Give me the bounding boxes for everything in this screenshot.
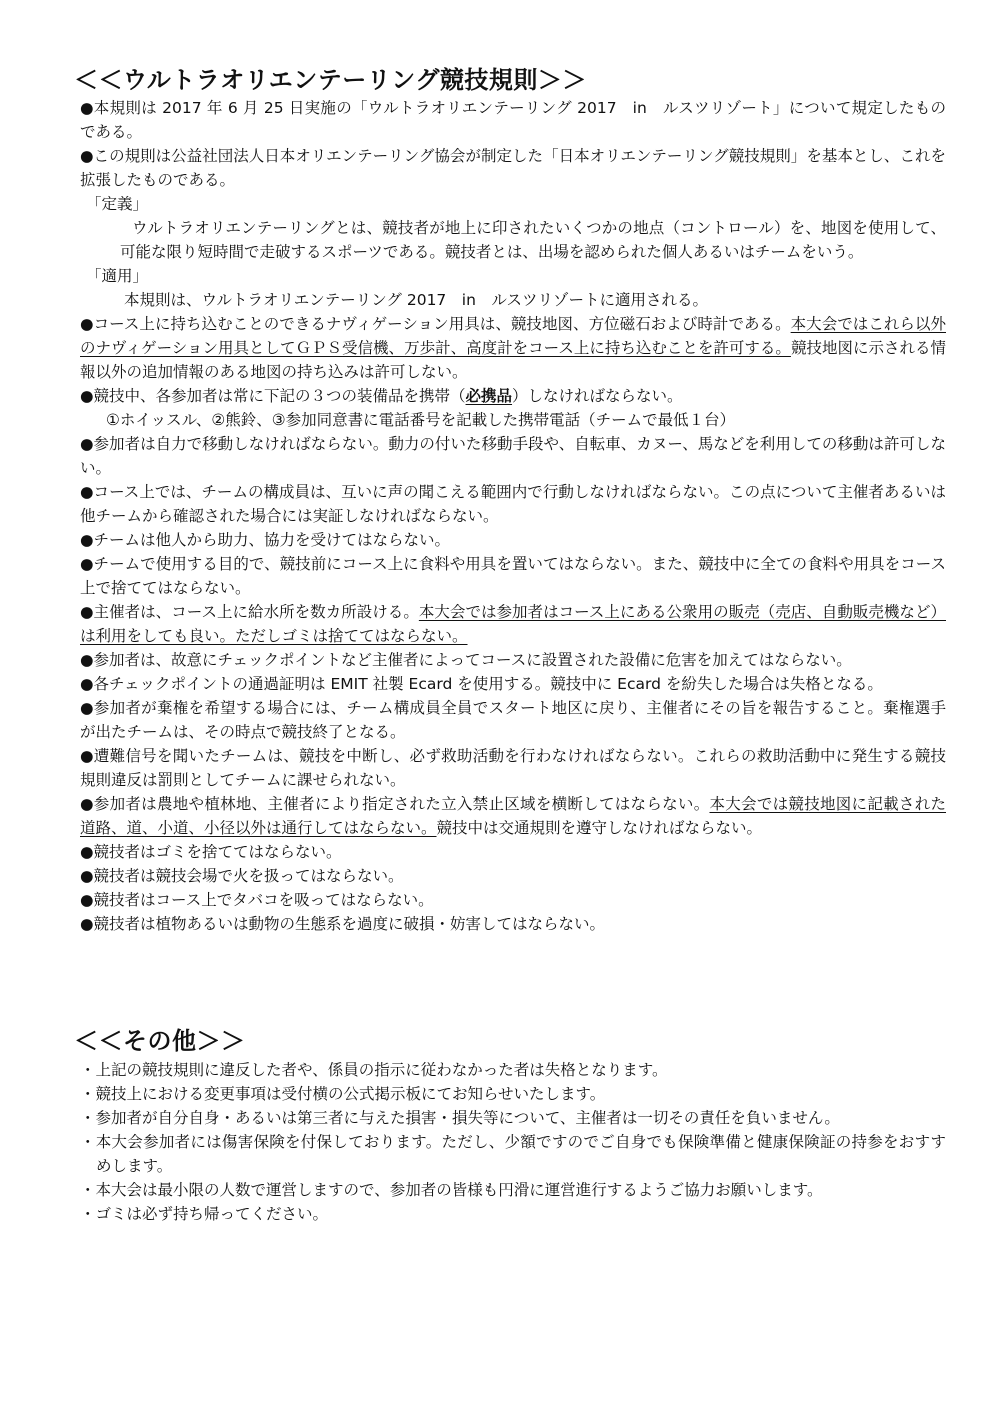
scope-label: 「適用」 xyxy=(86,267,149,285)
rule-15: ●競技者はゴミを捨ててはならない。 xyxy=(80,843,342,861)
other-item: ・上記の競技規則に違反した者や、係員の指示に従わなかった者は失格となります。 xyxy=(80,1061,668,1079)
rule-navigation-tools xyxy=(80,312,946,384)
rule-restricted-text-b: 競技中は交通規則を遵守しなければならない。 xyxy=(436,819,763,837)
rule-1: ●本規則は 2017 年 6 月 25 日実施の「ウルトラオリエンテーリング 2017 in ルスツリゾート」について規定したものである。 xyxy=(80,99,946,141)
other-item: ・本大会参加者には傷害保険を付保しております。ただし、少額ですのでご自身でも保険準備と健康保険証の持参をおすすめします。 xyxy=(80,1133,946,1175)
rule-7: ●チームは他人から助力、協力を受けてはならない。 xyxy=(80,531,451,549)
rule-13: ●遭難信号を聞いたチームは、競技を中断し、必ず救助活動を行わなければならない。これらの救助活動中に発生する競技規則違反は罰則としてチームに課せられない。 xyxy=(80,747,946,789)
other-item: ・本大会は最小限の人数で運営しますので、参加者の皆様も円滑に運営進行するようご協力お願いします。 xyxy=(80,1181,823,1199)
rule-10: ●参加者は、故意にチェックポイントなど主催者によってコースに設置された設備に危害を加えてはならない。 xyxy=(80,651,852,669)
definition-label: 「定義」 xyxy=(86,195,149,213)
rule-11: ●各チェックポイントの通過証明は EMIT 社製 Ecard を使用する。競技中に Ecard を紛失した場合は失格となる。 xyxy=(80,675,883,693)
other-item: ・競技上における変更事項は受付横の公式掲示板にてお知らせいたします。 xyxy=(80,1085,606,1103)
rule-required-equipment xyxy=(80,384,946,408)
required-items-list: ①ホイッスル、②熊鈴、③参加同意書に電話番号を記載した携帯電話（チームで最低１台） xyxy=(106,411,736,429)
rules-section xyxy=(80,96,946,936)
rules-heading: ＜＜ウルトラオリエンテーリング競技規則＞＞ xyxy=(74,66,587,94)
rule-18: ●競技者は植物あるいは動物の生態系を過度に破損・妨害してはならない。 xyxy=(80,915,606,933)
required-items-emphasis: 必携品 xyxy=(465,387,513,405)
rule-navigation-underlined: 本大会ではこれら以外のナヴィゲーション用具としてＧＰＳ受信機、万歩計、高度計をコース上に持ち込むことを許可する。 xyxy=(80,315,946,357)
rule-equipment-text-b: ）しなければならない。 xyxy=(512,387,683,405)
definition-text: ウルトラオリエンテーリングとは、競技者が地上に印されたいくつかの地点（コントロール）を、地図を使用して、可能な限り短時間で走破するスポーツである。競技者とは、出場を認められた個人あるいはチームをいう。 xyxy=(120,219,946,261)
rule-water-text: ●主催者は、コース上に給水所を数カ所設ける。 xyxy=(80,603,419,621)
rule-water-underlined: 本大会では参加者はコース上にある公衆用の販売（売店、自動販売機など）は利用をしても良い。ただしゴミは捨ててはならない。 xyxy=(80,603,946,645)
rule-12: ●参加者が棄権を希望する場合には、チーム構成員全員でスタート地区に戻り、主催者にその旨を報告すること。棄権選手が出たチームは、その時点で競技終了となる。 xyxy=(80,699,946,741)
other-item: ・参加者が自分自身・あるいは第三者に与えた損害・損失等について、主催者は一切その責任を負いません。 xyxy=(80,1109,840,1127)
rule-6: ●コース上では、チームの構成員は、互いに声の聞こえる範囲内で行動しなければならない。この点について主催者あるいは他チームから確認された場合には実証しなければならない。 xyxy=(80,483,946,525)
rule-16: ●競技者は競技会場で火を扱ってはならない。 xyxy=(80,867,404,885)
rule-5: ●参加者は自力で移動しなければならない。動力の付いた移動手段や、自転車、カヌー、馬などを利用しての移動は許可しない。 xyxy=(80,435,946,477)
scope-text: 本規則は、ウルトラオリエンテーリング 2017 in ルスツリゾートに適用される。 xyxy=(124,291,708,309)
rule-navigation-text-a: ●コース上に持ち込むことのできるナヴィゲーション用具は、競技地図、方位磁石および時計である。 xyxy=(80,315,791,333)
other-heading: ＜＜その他＞＞ xyxy=(74,1027,246,1055)
rule-8: ●チームで使用する目的で、競技前にコース上に食料や用具を置いてはならない。また、競技中に全ての食料や用具をコース上で捨ててはならない。 xyxy=(80,555,946,597)
rule-restricted-underlined: 本大会では競技地図に記載された道路、道、小道、小径以外は通行してはならない。 xyxy=(80,795,946,837)
other-section xyxy=(80,1058,946,1226)
rule-equipment-text-a: ●競技中、各参加者は常に下記の３つの装備品を携帯（ xyxy=(80,387,466,405)
rule-navigation-text-b: 競技地図に示される情報以外の追加情報のある地図の持ち込みは許可しない。 xyxy=(80,339,946,381)
rule-2: ●この規則は公益社団法人日本オリエンテーリング協会が制定した「日本オリエンテーリング競技規則」を基本とし、これを拡張したものである。 xyxy=(80,147,946,189)
rule-17: ●競技者はコース上でタバコを吸ってはならない。 xyxy=(80,891,434,909)
rule-water-stations xyxy=(80,600,946,648)
rule-restricted-areas xyxy=(80,792,946,840)
rule-restricted-text-a: ●参加者は農地や植林地、主催者により指定された立入禁止区域を横断してはならない。 xyxy=(80,795,710,813)
other-item: ・ゴミは必ず持ち帰ってください。 xyxy=(80,1205,329,1223)
